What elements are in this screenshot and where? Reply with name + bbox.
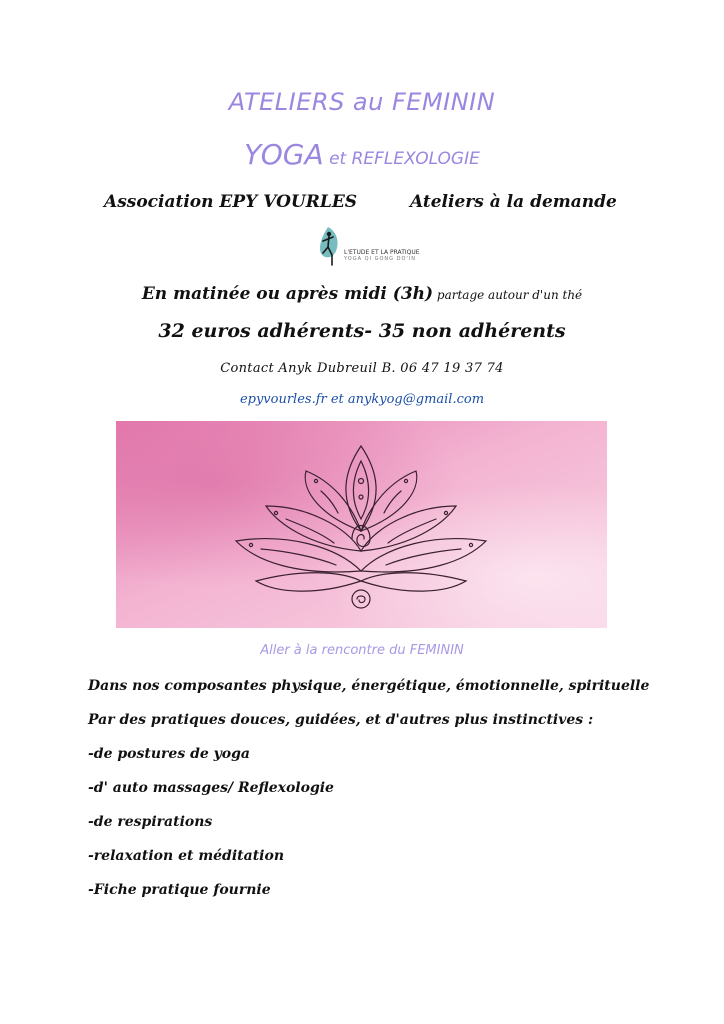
logo-line2: YOGA QI GONG DO'IN (344, 256, 416, 262)
details-list (88, 676, 708, 914)
list-item: -Fiche pratique fournie (88, 882, 271, 898)
list-item: -de postures de yoga (88, 746, 250, 762)
schedule-main: En matinée ou après midi (3h) (141, 284, 434, 304)
association-logo (314, 225, 424, 267)
schedule-extra: partage autour d'un thé (433, 288, 583, 302)
lotus-image (116, 421, 607, 628)
yoga-figure-icon (314, 225, 342, 267)
list-item: -relaxation et méditation (88, 848, 284, 864)
workshops-on-demand: Ateliers à la demande (410, 192, 617, 212)
schedule (0, 284, 724, 304)
list-item: Dans nos composantes physique, énergétique, émotionnelle, spirituelle (88, 678, 650, 694)
logo-line1: L'ETUDE ET LA PRATIQUE (344, 249, 420, 256)
list-item: -de respirations (88, 814, 213, 830)
price: 32 euros adhérents- 35 non adhérents (158, 320, 566, 342)
list-item: -d' auto massages/ Reflexologie (88, 780, 334, 796)
logo-text (344, 249, 420, 263)
contact: Contact Anyk Dubreuil B. 06 47 19 37 74 (220, 361, 504, 376)
subtitle-reflexologie: et REFLEXOLOGIE (323, 149, 480, 169)
association-name: Association EPY VOURLES (104, 192, 358, 212)
subtitle-yoga: YOGA (244, 138, 324, 171)
email-link[interactable]: epyvourles.fr et anykyog@gmail.com (239, 392, 485, 407)
page-title: ATELIERS au FEMININ (228, 88, 496, 116)
list-item: Par des pratiques douces, guidées, et d'autres plus instinctives : (88, 712, 594, 728)
section-heading: Aller à la rencontre du FEMININ (260, 643, 464, 658)
lotus-banner (116, 421, 607, 628)
page-subtitle (0, 138, 724, 171)
